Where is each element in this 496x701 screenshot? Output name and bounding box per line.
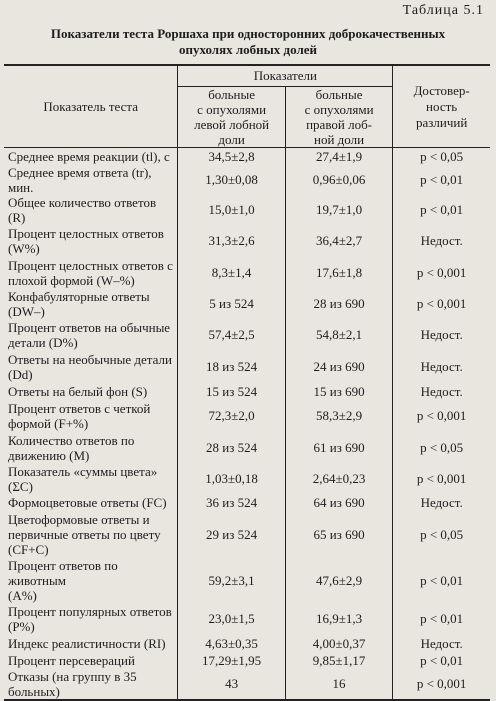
table-row [4, 257, 490, 289]
significance-value: Недост. [393, 494, 490, 511]
left-lobe-value: 23,0±1,5 [178, 603, 285, 635]
indicator-name: Количество ответов по движению (M) [8, 433, 135, 463]
right-lobe-value: 9,85±1,17 [285, 652, 392, 669]
header-right-lobe: больные с опухолями правой лоб- ной доли [285, 87, 392, 148]
significance-value: p < 0,001 [393, 289, 490, 319]
left-lobe-value: 18 из 524 [178, 351, 285, 383]
left-lobe-value: 36 из 524 [178, 494, 285, 511]
significance-value: Недост. [393, 351, 490, 383]
significance-value: p < 0,05 [393, 511, 490, 558]
significance-value: p < 0,01 [393, 652, 490, 669]
indicator-name: Формоцветовые ответы (FC) [8, 495, 167, 510]
table-row [4, 351, 490, 383]
significance-value: Недост. [393, 225, 490, 257]
table-row [4, 319, 490, 351]
left-lobe-value: 31,3±2,6 [178, 225, 285, 257]
table-row [4, 652, 490, 669]
table-row [4, 464, 490, 494]
significance-value: p < 0,05 [393, 432, 490, 464]
significance-value: Недост. [393, 383, 490, 400]
right-lobe-value: 24 из 690 [285, 351, 392, 383]
indicator-name: Общее количество ответов (R) [8, 195, 157, 225]
table-row [4, 635, 490, 652]
table-row [4, 383, 490, 400]
indicator-name: Процент ответов по животным (A%) [8, 558, 118, 603]
table-body [4, 148, 490, 701]
indicator-name: Процент целостных ответов с плохой формой (W–%) [8, 258, 173, 288]
significance-value: p < 0,001 [393, 257, 490, 289]
left-lobe-value: 8,3±1,4 [178, 257, 285, 289]
left-lobe-value: 1,03±0,18 [178, 464, 285, 494]
caption-line-2: опухолях лобных долей [178, 42, 318, 57]
indicator-name: Процент целостных ответов (W%) [8, 226, 164, 256]
right-lobe-value: 61 из 690 [285, 432, 392, 464]
significance-value: p < 0,01 [393, 603, 490, 635]
right-lobe-value: 15 из 690 [285, 383, 392, 400]
right-lobe-value: 36,4±2,7 [285, 225, 392, 257]
significance-value: p < 0,001 [393, 464, 490, 494]
table-row [4, 400, 490, 432]
indicator-name: Индекс реалистичности (RI) [8, 636, 166, 651]
right-lobe-value: 58,3±2,9 [285, 400, 392, 432]
header-test-indicator: Показатель теста [4, 65, 178, 148]
table-caption [0, 26, 496, 58]
significance-value: Недост. [393, 635, 490, 652]
right-lobe-value: 16 [285, 669, 392, 700]
right-lobe-value: 0,96±0,06 [285, 165, 392, 195]
left-lobe-value: 4,63±0,35 [178, 635, 285, 652]
right-lobe-value: 17,6±1,8 [285, 257, 392, 289]
table-row [4, 603, 490, 635]
left-lobe-value: 15 из 524 [178, 383, 285, 400]
significance-value: Недост. [393, 319, 490, 351]
table-row [4, 165, 490, 195]
indicator-name: Среднее время реакции (tl), с [8, 149, 170, 164]
header-indicators: Показатели [178, 65, 393, 87]
header-left-lobe: больные с опухолями левой лобной доли [178, 87, 285, 148]
indicator-name: Показатель «суммы цвета» (ΣC) [8, 464, 158, 494]
right-lobe-value: 65 из 690 [285, 511, 392, 558]
indicator-name: Среднее время ответа (tr), мин. [8, 165, 152, 195]
indicator-name: Процент ответов с четкой формой (F+%) [8, 401, 151, 431]
indicator-name: Ответы на белый фон (S) [8, 384, 148, 399]
right-lobe-value: 16,9±1,3 [285, 603, 392, 635]
table-row [4, 148, 490, 166]
indicator-name: Ответы на необычные детали (Dd) [8, 352, 172, 382]
significance-value: p < 0,01 [393, 165, 490, 195]
rorschach-table [4, 64, 490, 701]
significance-value: p < 0,01 [393, 558, 490, 603]
right-lobe-value: 4,00±0,37 [285, 635, 392, 652]
table-row [4, 195, 490, 225]
left-lobe-value: 72,3±2,0 [178, 400, 285, 432]
table-row [4, 558, 490, 603]
indicator-name: Процент ответов на обычные детали (D%) [8, 320, 171, 350]
indicator-name: Отказы (на группу в 35 больных) [4, 669, 178, 700]
right-lobe-value: 64 из 690 [285, 494, 392, 511]
indicator-name: Процент популярных ответов (P%) [8, 604, 172, 634]
left-lobe-value: 28 из 524 [178, 432, 285, 464]
left-lobe-value: 5 из 524 [178, 289, 285, 319]
left-lobe-value: 59,2±3,1 [178, 558, 285, 603]
table-row [4, 494, 490, 511]
right-lobe-value: 54,8±2,1 [285, 319, 392, 351]
significance-value: p < 0,001 [393, 400, 490, 432]
significance-value: p < 0,01 [393, 195, 490, 225]
left-lobe-value: 43 [178, 669, 285, 700]
significance-value: p < 0,001 [393, 669, 490, 700]
table-row [4, 511, 490, 558]
indicator-name: Цветоформовые ответы и первичные ответы по цвету (CF+C) [8, 512, 161, 557]
left-lobe-value: 17,29±1,95 [178, 652, 285, 669]
right-lobe-value: 27,4±1,9 [285, 148, 392, 166]
indicator-name: Конфабуляторные ответы (DW–) [8, 289, 150, 319]
left-lobe-value: 15,0±1,0 [178, 195, 285, 225]
table-row [4, 669, 490, 700]
left-lobe-value: 1,30±0,08 [178, 165, 285, 195]
right-lobe-value: 47,6±2,9 [285, 558, 392, 603]
indicator-name: Процент персевераций [8, 653, 135, 668]
right-lobe-value: 2,64±0,23 [285, 464, 392, 494]
right-lobe-value: 19,7±1,0 [285, 195, 392, 225]
table-number: Таблица 5.1 [402, 3, 484, 18]
right-lobe-value: 28 из 690 [285, 289, 392, 319]
significance-value: p < 0,05 [393, 148, 490, 166]
table-row [4, 225, 490, 257]
left-lobe-value: 57,4±2,5 [178, 319, 285, 351]
left-lobe-value: 29 из 524 [178, 511, 285, 558]
header-significance: Достовер- ность различий [393, 65, 490, 148]
table-row [4, 432, 490, 464]
caption-line-1: Показатели теста Роршаха при односторонних доброкачественных [50, 26, 446, 41]
table-row [4, 289, 490, 319]
left-lobe-value: 34,5±2,8 [178, 148, 285, 166]
